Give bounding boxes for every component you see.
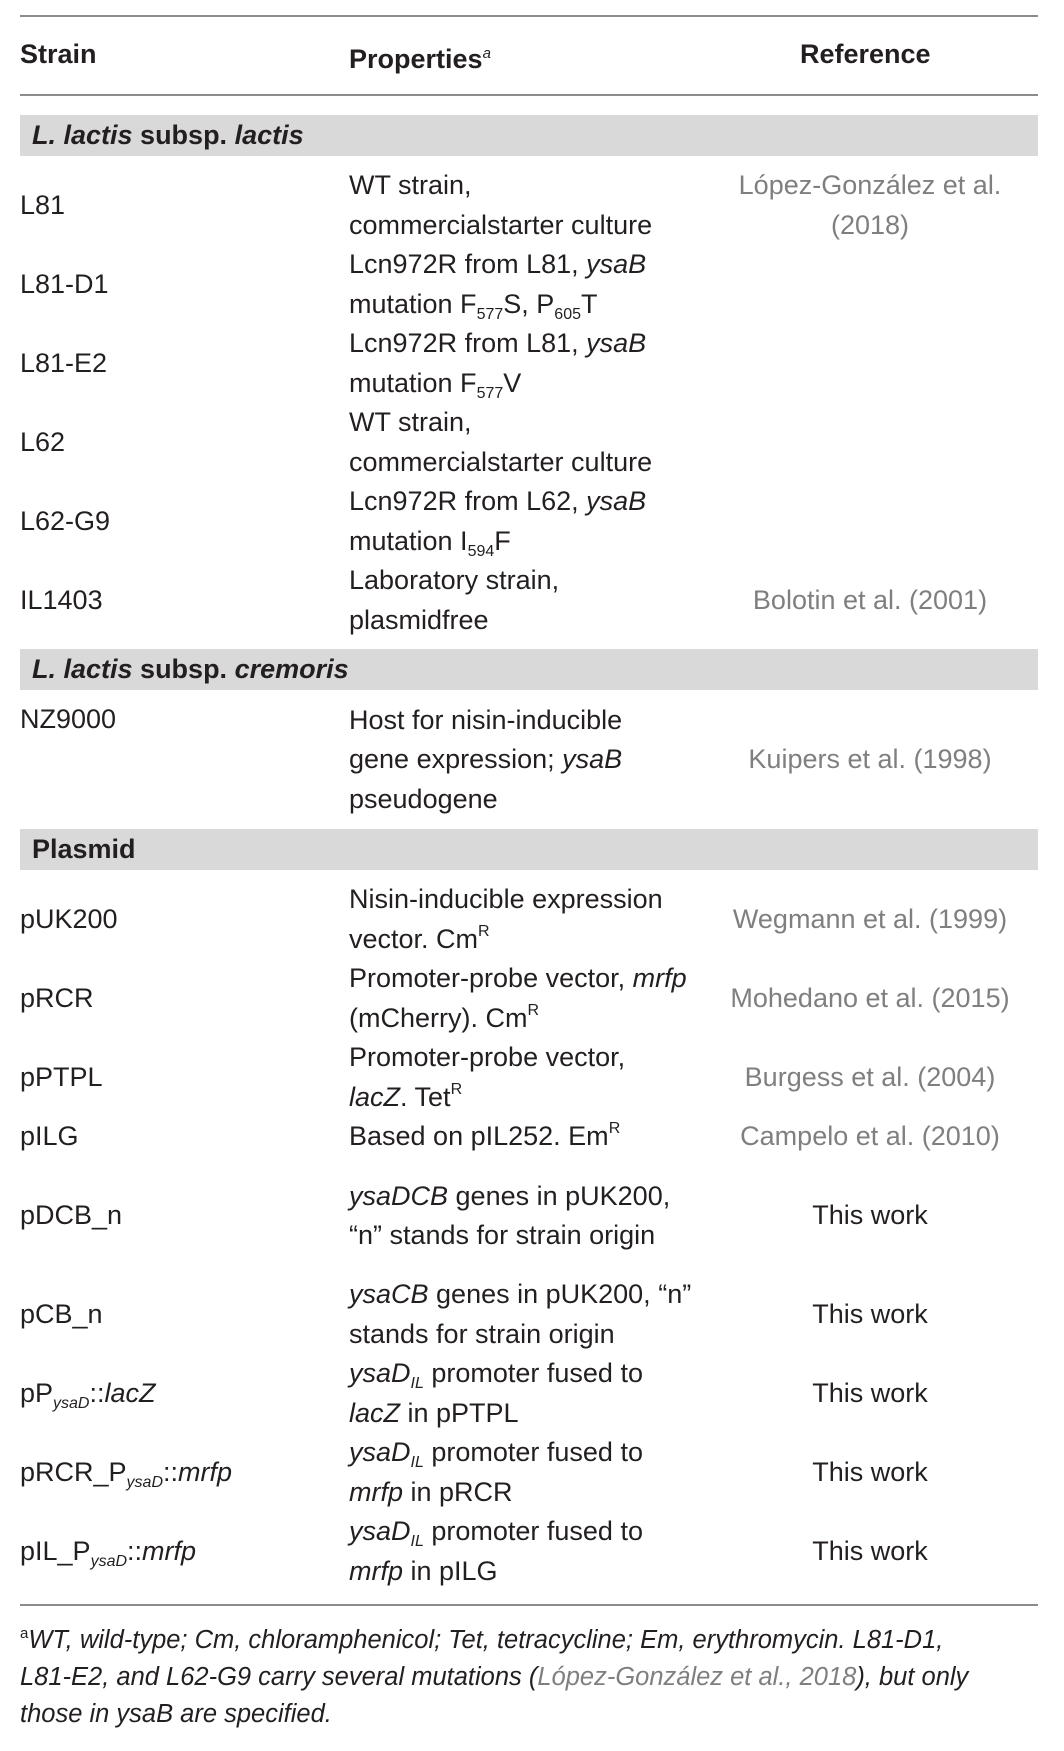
section-cremoris-genus: L. lactis bbox=[32, 654, 133, 684]
subscript: IL bbox=[410, 1533, 424, 1550]
strain-cell: IL1403 bbox=[20, 584, 103, 615]
properties-line: Nisin-inducible expression bbox=[349, 884, 663, 914]
subscript: 594 bbox=[467, 542, 495, 560]
text: promoter fused to bbox=[423, 1358, 643, 1388]
footnote-mark: a bbox=[20, 1625, 29, 1642]
strain-cell: pCB_n bbox=[20, 1298, 103, 1329]
reference-cell: Campelo et al. (2010) bbox=[740, 1121, 1000, 1152]
reference-cell: Burgess et al. (2004) bbox=[744, 1061, 996, 1092]
strain-cell: pRCR bbox=[20, 982, 94, 1013]
table-row bbox=[0, 1433, 1064, 1512]
text: (mCherry). Cm bbox=[349, 1002, 528, 1033]
subscript: 605 bbox=[554, 305, 581, 323]
gene-name: ysaD bbox=[349, 1358, 411, 1388]
text: Based on pIL252. Em bbox=[349, 1121, 609, 1152]
text: pIL_P bbox=[20, 1535, 91, 1566]
superscript: R bbox=[527, 1001, 540, 1019]
properties-line: free bbox=[442, 604, 489, 635]
text: T bbox=[581, 288, 598, 319]
header-properties-footnote-mark: a bbox=[482, 45, 491, 62]
properties-line bbox=[349, 328, 646, 358]
properties-line bbox=[349, 1082, 462, 1112]
gene-name: mrfp bbox=[349, 1476, 403, 1507]
text: F bbox=[494, 525, 511, 556]
subscript: ysaD bbox=[90, 1552, 128, 1570]
text: . Tet bbox=[400, 1081, 451, 1112]
properties-line: WT strain, commercial bbox=[349, 407, 488, 477]
table-row bbox=[0, 403, 1064, 482]
section-cremoris bbox=[20, 649, 1038, 690]
strain-cell: L62 bbox=[20, 426, 66, 457]
properties-line bbox=[349, 1398, 519, 1428]
reference-cell: Wegmann et al. (1999) bbox=[732, 903, 1008, 934]
properties-line: starter culture bbox=[487, 446, 653, 477]
subscript: 577 bbox=[476, 305, 504, 323]
properties-line bbox=[349, 288, 598, 323]
table-footnote bbox=[20, 1622, 1040, 1733]
subscript: 577 bbox=[476, 384, 504, 402]
superscript: R bbox=[608, 1120, 621, 1138]
gene-name: ysaDCB bbox=[349, 1180, 449, 1211]
strain-cell: pUK200 bbox=[20, 903, 118, 934]
table-row bbox=[0, 482, 1064, 561]
table-row bbox=[0, 959, 1064, 1038]
section-lactis-subsp: subsp. bbox=[132, 120, 235, 150]
table-row bbox=[0, 324, 1064, 403]
strain-cell: L81 bbox=[20, 189, 66, 220]
gene-name: mrfp bbox=[142, 1535, 197, 1566]
text: :: bbox=[89, 1377, 105, 1408]
properties-line: “n” stands for strain origin bbox=[349, 1279, 692, 1349]
strain-cell: pILG bbox=[20, 1121, 79, 1152]
properties-line: Promoter-probe vector, bbox=[349, 1042, 626, 1072]
section-lactis-title bbox=[32, 115, 304, 156]
subscript: ysaD bbox=[126, 1473, 163, 1491]
properties-cell bbox=[349, 1354, 689, 1433]
text: Lcn972R from L81, bbox=[349, 249, 587, 279]
properties-cell bbox=[349, 880, 689, 959]
reference-cell: This work bbox=[812, 1200, 928, 1231]
strain-cell: L62-G9 bbox=[20, 505, 111, 536]
text: gene expression; bbox=[349, 744, 563, 775]
footnote-line: those in ysaB are specified. bbox=[20, 1700, 332, 1728]
strain-cell: L81-E2 bbox=[20, 347, 108, 378]
properties-line bbox=[349, 924, 490, 954]
reference-line: López-González et al. bbox=[738, 170, 1002, 200]
table-row bbox=[0, 245, 1064, 324]
text: S, P bbox=[503, 288, 555, 319]
table-row bbox=[0, 166, 1064, 245]
header-strain: Strain bbox=[20, 39, 97, 69]
gene-name: ysaD bbox=[349, 1516, 411, 1546]
footnote-reference-link[interactable]: López-González et al., 2018 bbox=[537, 1663, 857, 1691]
text: genes in bbox=[448, 1180, 558, 1211]
reference-line: (2018) bbox=[830, 209, 910, 240]
text: :: bbox=[163, 1456, 179, 1487]
text: V bbox=[503, 367, 522, 398]
properties-line bbox=[349, 486, 646, 516]
properties-line: strain origin bbox=[515, 1220, 656, 1250]
properties-line bbox=[349, 1477, 513, 1507]
gene-name: mrfp bbox=[349, 1555, 403, 1586]
properties-line bbox=[349, 525, 511, 560]
reference-cell: This work bbox=[812, 1535, 928, 1566]
table-row bbox=[0, 1038, 1064, 1117]
properties-cell bbox=[349, 959, 689, 1038]
strain-cell bbox=[20, 1512, 320, 1591]
properties-cell bbox=[349, 1512, 689, 1591]
properties-cell bbox=[349, 245, 689, 324]
header-properties bbox=[349, 34, 491, 79]
text: :: bbox=[127, 1535, 143, 1566]
properties-cell bbox=[349, 1038, 689, 1117]
properties-cell bbox=[349, 1157, 689, 1275]
properties-line bbox=[349, 1556, 498, 1586]
gene-name: ysaB bbox=[562, 744, 623, 775]
properties-cell bbox=[349, 166, 689, 245]
section-cremoris-name: cremoris bbox=[234, 654, 349, 684]
text: L81-E2, and L62-G9 carry several mutations ( bbox=[20, 1663, 538, 1691]
properties-cell bbox=[349, 1275, 709, 1354]
top-rule bbox=[20, 15, 1038, 17]
properties-line bbox=[349, 1181, 558, 1211]
gene-name: lacZ bbox=[349, 1397, 401, 1428]
subscript: ysaD bbox=[53, 1394, 90, 1412]
header-rule bbox=[20, 94, 1038, 96]
superscript: R bbox=[450, 1080, 463, 1098]
section-plasmid bbox=[20, 829, 1038, 870]
table-row bbox=[0, 1117, 1064, 1157]
gene-name: ysaB bbox=[586, 328, 647, 358]
text: promoter fused to bbox=[423, 1516, 643, 1546]
section-lactis-genus: L. lactis bbox=[32, 120, 133, 150]
properties-cell bbox=[349, 1117, 689, 1157]
gene-name: ysaB bbox=[586, 486, 647, 516]
table-row bbox=[0, 561, 1064, 640]
strain-cell: pPTPL bbox=[20, 1061, 103, 1092]
properties-cell bbox=[349, 700, 689, 820]
text: Lcn972R from L81, bbox=[349, 328, 587, 358]
properties-line: Laboratory strain, plasmid bbox=[349, 565, 560, 635]
text: Lcn972R from L62, bbox=[349, 486, 587, 516]
section-cremoris-title bbox=[32, 649, 349, 690]
reference-cell: This work bbox=[812, 1377, 928, 1408]
gene-name: mrfp bbox=[632, 963, 687, 993]
text: mutation F bbox=[349, 367, 477, 398]
table-row bbox=[0, 1157, 1064, 1275]
section-cremoris-subsp: subsp. bbox=[132, 654, 235, 684]
properties-line: pUK200, “n” stands for bbox=[349, 1180, 671, 1250]
strain-cell: L81-D1 bbox=[20, 268, 109, 299]
gene-name: mrfp bbox=[178, 1456, 233, 1487]
properties-line: Promoter-probe vector, bbox=[349, 963, 626, 993]
reference-cell: This work bbox=[812, 1456, 928, 1487]
text: in pILG bbox=[403, 1555, 498, 1586]
properties-cell bbox=[349, 1433, 689, 1512]
properties-line bbox=[349, 249, 646, 279]
text: in pPTPL bbox=[400, 1397, 519, 1428]
properties-line: Host for nisin-inducible bbox=[349, 704, 623, 735]
text: pP bbox=[20, 1377, 54, 1408]
text: promoter fused to bbox=[423, 1437, 643, 1467]
text: mutation F bbox=[349, 288, 477, 319]
bottom-rule bbox=[20, 1604, 1038, 1606]
text: ), but only bbox=[856, 1663, 969, 1691]
text: in pRCR bbox=[403, 1476, 513, 1507]
reference-cell bbox=[700, 166, 1040, 245]
gene-name: ysaCB bbox=[349, 1279, 429, 1309]
header-properties-label: Properties bbox=[349, 44, 483, 74]
section-lactis-name: lactis bbox=[234, 120, 304, 150]
text: pRCR_P bbox=[20, 1456, 127, 1487]
properties-line bbox=[349, 1358, 643, 1392]
section-lactis bbox=[20, 115, 1038, 156]
reference-cell: Kuipers et al. (1998) bbox=[748, 744, 992, 775]
subscript: IL bbox=[410, 1454, 424, 1471]
text: genes in pUK200, bbox=[428, 1279, 651, 1309]
properties-line bbox=[349, 1516, 643, 1550]
properties-line: WT strain, commercial bbox=[349, 170, 488, 240]
strain-cell bbox=[20, 1433, 320, 1512]
superscript: R bbox=[478, 922, 490, 940]
properties-line bbox=[349, 1437, 643, 1471]
properties-cell bbox=[349, 561, 689, 640]
properties-cell bbox=[349, 403, 689, 482]
text: mutation I bbox=[349, 525, 468, 556]
properties-line bbox=[349, 744, 622, 774]
strain-cell: pDCB_n bbox=[20, 1200, 123, 1231]
footnote-line bbox=[20, 1622, 1040, 1659]
section-plasmid-title: Plasmid bbox=[32, 834, 136, 864]
footnote-line bbox=[20, 1659, 1040, 1696]
subscript: IL bbox=[410, 1375, 424, 1392]
properties-line bbox=[349, 1121, 620, 1151]
gene-name: lacZ bbox=[104, 1377, 156, 1408]
text: vector. Cm bbox=[349, 923, 479, 954]
reference-cell: Bolotin et al. (2001) bbox=[752, 584, 988, 615]
table-row bbox=[0, 700, 1064, 820]
table-row bbox=[0, 1275, 1064, 1354]
properties-line: pseudogene bbox=[349, 783, 498, 814]
properties-cell bbox=[349, 482, 689, 561]
gene-name: lacZ bbox=[349, 1081, 401, 1112]
properties-line: starter culture bbox=[487, 209, 653, 240]
table-row bbox=[0, 1354, 1064, 1433]
strain-cell: NZ9000 bbox=[20, 704, 117, 734]
reference-cell: This work bbox=[812, 1298, 928, 1329]
gene-name: ysaD bbox=[349, 1437, 411, 1467]
table-row bbox=[0, 880, 1064, 959]
table-row bbox=[0, 1512, 1064, 1591]
properties-cell bbox=[349, 324, 689, 403]
strain-cell bbox=[20, 1354, 320, 1433]
gene-name: ysaB bbox=[586, 249, 647, 279]
reference-cell: Mohedano et al. (2015) bbox=[730, 982, 1010, 1013]
properties-line bbox=[349, 367, 522, 402]
header-reference: Reference bbox=[800, 39, 931, 69]
text: WT, wild-type; Cm, chloramphenicol; Tet, tetracycline; Em, erythromycin. L81-D1, bbox=[28, 1626, 944, 1654]
properties-line bbox=[349, 1279, 651, 1309]
